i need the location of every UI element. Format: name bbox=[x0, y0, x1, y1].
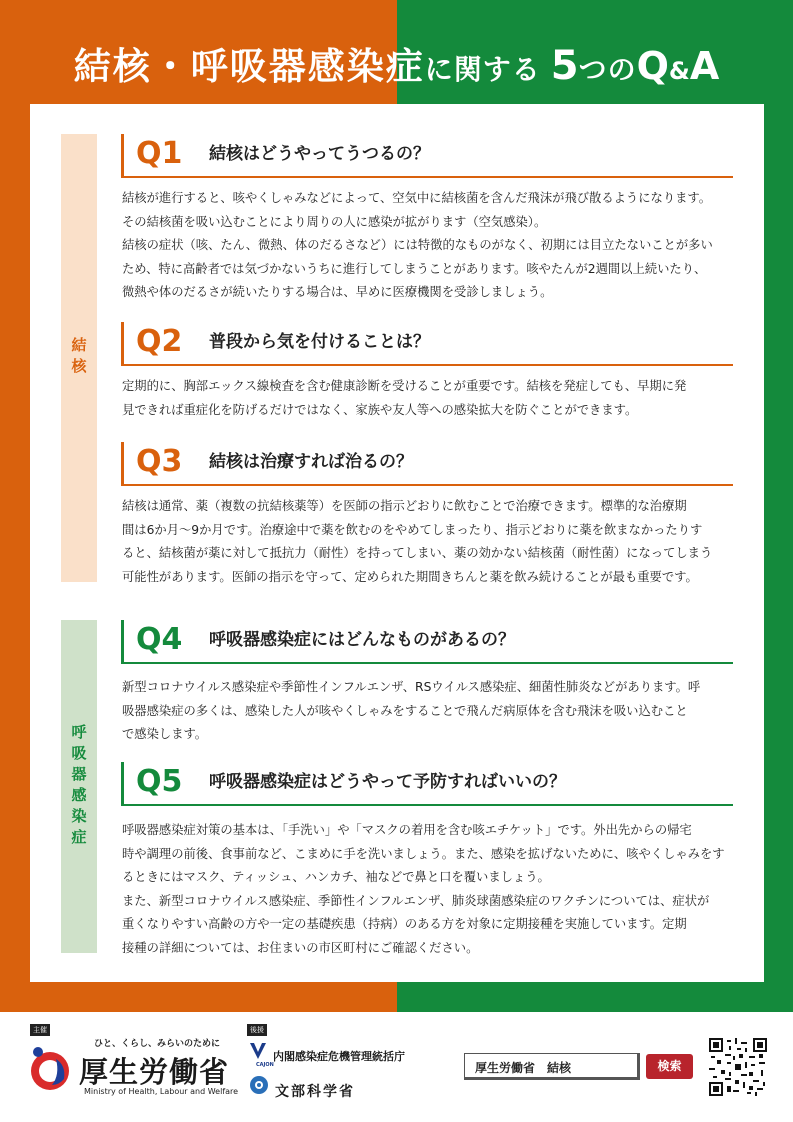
question-underline bbox=[121, 484, 733, 486]
question-header-q5 bbox=[121, 762, 733, 806]
mext-logo-icon bbox=[249, 1075, 269, 1095]
answer-line: ため、特に高齢者では気づかないうちに進行してしまうことがあります。咳やたんが2週間以上続いたり、 bbox=[122, 261, 707, 276]
mext-name: 文部科学省 bbox=[275, 1084, 355, 1100]
answer-line: 見できれば重症化を防げるだけではなく、家族や友人等への感染拡大を防ぐことができます。 bbox=[122, 402, 638, 417]
section-tab-tuberculosis bbox=[61, 134, 97, 582]
answer-line: 時や調理の前後、食事前など、こまめに手を洗いましょう。また、感染を拡げないために、咳やくしゃみをす bbox=[122, 846, 725, 861]
question-number: Q2 bbox=[136, 324, 183, 359]
mhlw-tagline: ひと、くらし、みらいのために bbox=[94, 1039, 221, 1049]
question-bar bbox=[121, 322, 124, 366]
answer-line: 呼吸器感染症対策の基本は、「手洗い」や「マスクの着用を含む咳エチケット」です。外出先からの帰宅 bbox=[122, 823, 692, 837]
mhlw-english-name: Ministry of Health, Labour and Welfare bbox=[84, 1087, 239, 1096]
answer-line: 結核が進行すると、咳やくしゃみなどによって、空気中に結核菌を含んだ飛沫が飛び散るようになります。 bbox=[122, 191, 712, 205]
answer-line: 微熱や体のだるさが続いたりする場合は、早めに医療機関を受診しましょう。 bbox=[122, 285, 553, 299]
answer-line: 結核の症状（咳、たん、微熱、体のだるさなど）には特徴的なものがなく、初期には目立たないことが多い bbox=[122, 238, 713, 252]
question-underline bbox=[121, 176, 733, 178]
answer-line: その結核菌を吸い込むことにより周りの人に感染が拡がります（空気感染）。 bbox=[122, 214, 547, 229]
cajon-logo-icon bbox=[247, 1040, 269, 1062]
question-header-q2 bbox=[121, 322, 733, 366]
title-part3: つの bbox=[578, 53, 637, 86]
mhlw-logo-icon bbox=[26, 1045, 74, 1093]
answer-line: 定期的に、胸部エックス線検査を含む健康診断を受けることが重要です。結核を発症しても、早期に発 bbox=[122, 379, 687, 393]
qr-code-icon[interactable] bbox=[709, 1038, 767, 1096]
answer-line: 吸器感染症の多くは、感染した人が咳やくしゃみをすることで飛んだ病原体を含む飛沫を吸い込むこと bbox=[122, 703, 688, 718]
question-number: Q5 bbox=[136, 764, 183, 799]
answer-line: 接種の詳細については、お住まいの市区町村にご確認ください。 bbox=[122, 940, 479, 955]
question-text: 結核は治療すれば治るの？ bbox=[209, 452, 413, 472]
question-text: 普段から気を付けることは？ bbox=[209, 332, 430, 352]
answer-line: で感染します。 bbox=[122, 727, 208, 741]
title-a: A bbox=[689, 44, 720, 88]
title-q: Q bbox=[636, 44, 669, 88]
question-text: 呼吸器感染症にはどんなものがあるの？ bbox=[209, 630, 515, 650]
answer-q5 bbox=[122, 819, 738, 960]
question-underline bbox=[121, 364, 733, 366]
answer-line: また、新型コロナウイルス感染症、季節性インフルエンザ、肺炎球菌感染症のワクチンについては、症状が bbox=[122, 893, 710, 908]
mhlw-name: 厚生労働省 bbox=[79, 1055, 230, 1089]
answer-q2 bbox=[122, 375, 738, 422]
question-bar bbox=[121, 620, 124, 664]
question-number: Q4 bbox=[136, 622, 183, 657]
answer-line: ると、結核菌が薬に対して抵抗力（耐性）を持ってしまい、薬の効かない結核菌（耐性菌）になってしまう bbox=[122, 546, 713, 560]
search-button[interactable]: 検索 bbox=[646, 1054, 693, 1079]
support-tag: 後援 bbox=[247, 1024, 267, 1036]
cajon-logo-text: CAJON bbox=[256, 1062, 274, 1068]
answer-line: 重くなりやすい高齢の方や一定の基礎疾患（持病）のある方を対象に定期接種を実施しています。定期 bbox=[122, 917, 687, 931]
question-bar bbox=[121, 134, 124, 178]
question-bar bbox=[121, 762, 124, 806]
question-text: 呼吸器感染症はどうやって予防すればいいの？ bbox=[209, 772, 566, 792]
question-number: Q3 bbox=[136, 444, 183, 479]
page-title bbox=[0, 36, 793, 101]
question-text: 結核はどうやってうつるの？ bbox=[209, 144, 430, 164]
answer-q1 bbox=[122, 187, 738, 305]
answer-line: 可能性があります。医師の指示を守って、定められた期間きちんと薬を飲み続けることが最も重要です。 bbox=[122, 569, 698, 584]
cajon-name: 内閣感染症危機管理統括庁 bbox=[273, 1050, 405, 1063]
question-header-q3 bbox=[121, 442, 733, 486]
answer-line: 間は6か月〜9か月です。治療途中で薬を飲むのをやめてしまったり、指示どおりに薬を飲まなかったりす bbox=[122, 522, 703, 537]
section-tab-respiratory bbox=[61, 620, 97, 953]
title-amp: & bbox=[668, 57, 690, 85]
question-header-q1 bbox=[121, 134, 733, 178]
title-number: 5 bbox=[550, 43, 579, 89]
question-underline bbox=[121, 662, 733, 664]
title-part2: に関する bbox=[424, 53, 541, 86]
section-label-tuberculosis: 結核 bbox=[69, 337, 88, 379]
answer-line: るときにはマスク、ティッシュ、ハンカチ、袖などで鼻と口を覆いましょう。 bbox=[122, 870, 550, 884]
title-part1: 結核・呼吸器感染症 bbox=[73, 45, 425, 88]
question-header-q4 bbox=[121, 620, 733, 664]
question-number: Q1 bbox=[136, 136, 183, 171]
answer-q3 bbox=[122, 495, 738, 589]
question-bar bbox=[121, 442, 124, 486]
search-input[interactable]: 厚生労働省 結核 bbox=[464, 1053, 640, 1080]
answer-line: 新型コロナウイルス感染症や季節性インフルエンザ、RSウイルス感染症、細菌性肺炎などがあります。呼 bbox=[122, 680, 701, 694]
question-underline bbox=[121, 804, 733, 806]
answer-q4 bbox=[122, 676, 738, 747]
section-label-respiratory: 呼吸器感染症 bbox=[69, 723, 88, 850]
answer-line: 結核は通常、薬（複数の抗結核薬等）を医師の指示どおりに飲むことで治療できます。標準的な治療期 bbox=[122, 499, 687, 513]
host-tag: 主催 bbox=[30, 1024, 50, 1036]
